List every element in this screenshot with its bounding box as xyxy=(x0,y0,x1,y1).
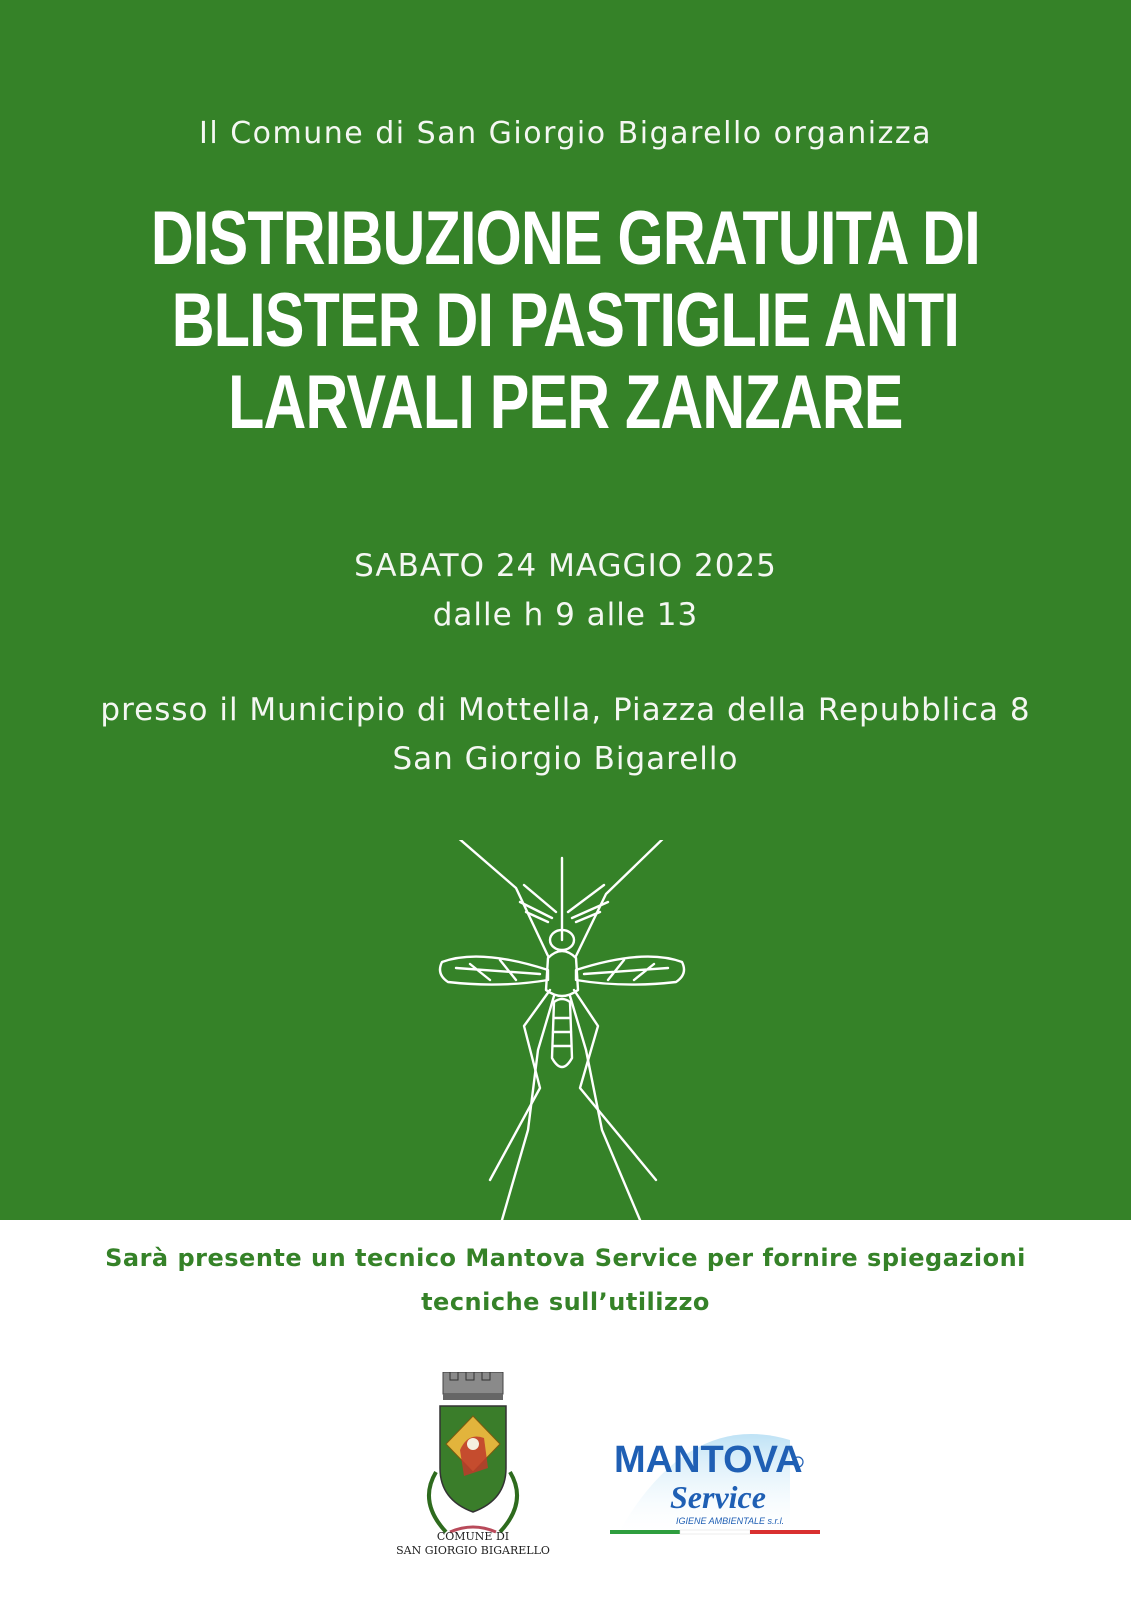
technician-note-line-1: Sarà presente un tecnico Mantova Service per fornire spiegazioni xyxy=(105,1244,1026,1272)
mantova-service-logo xyxy=(610,1420,840,1550)
headline xyxy=(124,198,1006,444)
technician-note-line-2: tecniche sull’utilizzo xyxy=(421,1288,710,1316)
event-location-address: presso il Municipio di Mottella, Piazza della Repubblica 8 xyxy=(100,692,1031,728)
technician-note xyxy=(0,1236,1131,1324)
intro-text: Il Comune di San Giorgio Bigarello organizza xyxy=(198,116,933,151)
event-location-block xyxy=(0,686,1131,784)
mantova-logo-word-1: MANTOVA xyxy=(614,1439,803,1481)
event-date-block xyxy=(0,542,1131,640)
event-date: SABATO 24 MAGGIO 2025 xyxy=(354,548,777,584)
headline-line-2: BLISTER DI PASTIGLIE ANTI xyxy=(171,278,960,363)
event-hours: dalle h 9 alle 13 xyxy=(432,597,699,633)
headline-line-3: LARVALI PER ZANZARE xyxy=(228,360,903,445)
mantova-logo-word-2: Service xyxy=(670,1479,766,1515)
headline-line-1: DISTRIBUZIONE GRATUITA DI xyxy=(150,196,980,281)
comune-label-line-1: COMUNE DI xyxy=(436,1530,510,1543)
mantova-logo-tagline: IGIENE AMBIENTALE s.r.l. xyxy=(676,1516,785,1526)
event-location-town: San Giorgio Bigarello xyxy=(392,741,739,777)
comune-label xyxy=(388,1530,558,1558)
comune-label-line-2: SAN GIORGIO BIGARELLO xyxy=(396,1544,550,1557)
mosquito-icon xyxy=(420,840,720,1220)
